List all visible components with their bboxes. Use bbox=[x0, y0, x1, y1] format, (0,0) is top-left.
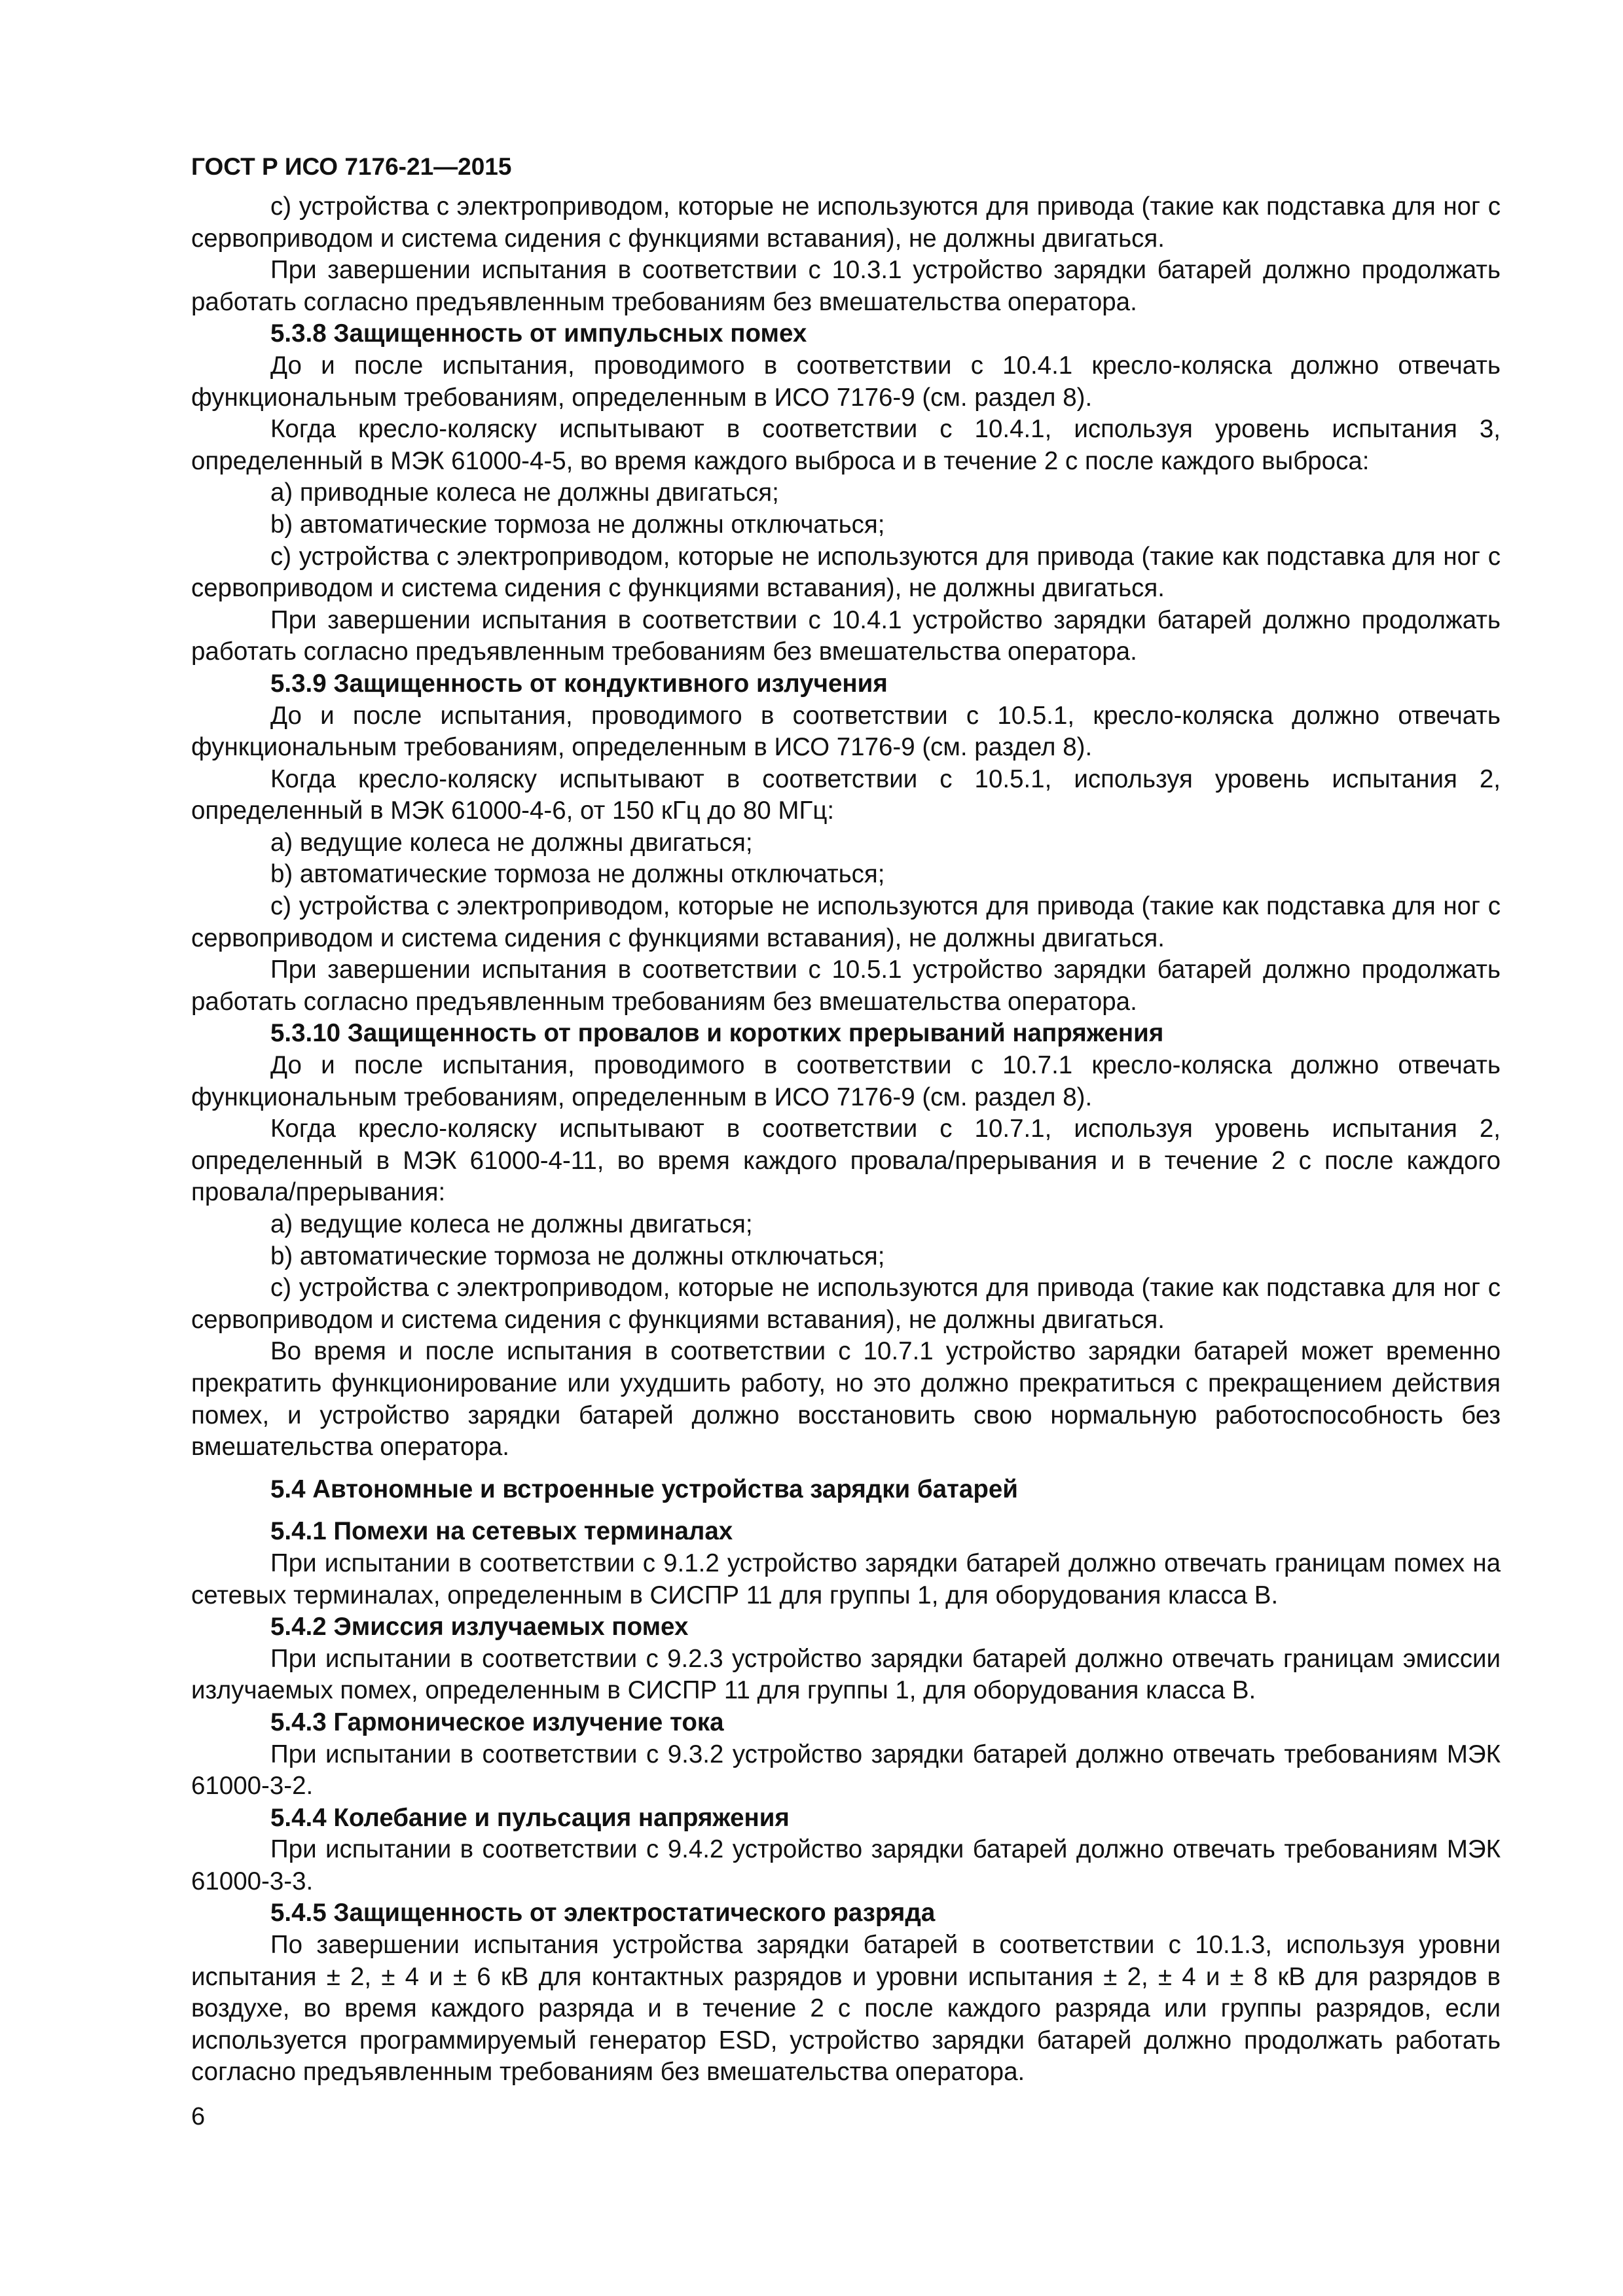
paragraph: При испытании в соответствии с 9.1.2 устройство зарядки батарей должно отвечать границам помех на сетевых терминалах, определенным в СИСПР 11 для группы 1, для оборудования класса В. bbox=[191, 1549, 1501, 1609]
section-heading-5-3-8: 5.3.8 Защищенность от импульсных помех bbox=[270, 319, 807, 348]
list-item: b) автоматические тормоза не должны отключаться; bbox=[270, 510, 885, 539]
section-heading-5-3-9: 5.3.9 Защищенность от кондуктивного излучения bbox=[270, 669, 888, 698]
paragraph: При испытании в соответствии с 9.3.2 устройство зарядки батарей должно отвечать требованиям МЭК 61000-3-2. bbox=[191, 1740, 1501, 1801]
section-heading-5-4: 5.4 Автономные и встроенные устройства зарядки батарей bbox=[270, 1475, 1018, 1503]
list-item: c) устройства с электроприводом, которые не используются для привода (такие как подставка для ног с сервоприводом и система сидения с функциями вставания), не должны двигаться. bbox=[191, 892, 1501, 952]
list-item: a) ведущие колеса не должны двигаться; bbox=[270, 828, 753, 857]
paragraph: При испытании в соответствии с 9.4.2 устройство зарядки батарей должно отвечать требованиям МЭК 61000-3-3. bbox=[191, 1835, 1501, 1895]
section-heading-5-4-3: 5.4.3 Гармоническое излучение тока bbox=[270, 1708, 724, 1736]
list-item: a) приводные колеса не должны двигаться; bbox=[270, 478, 779, 507]
section-heading-5-4-4: 5.4.4 Колебание и пульсация напряжения bbox=[270, 1803, 790, 1832]
document-page bbox=[191, 151, 1501, 2089]
list-item: b) автоматические тормоза не должны отключаться; bbox=[270, 1242, 885, 1270]
page-number: 6 bbox=[191, 2103, 206, 2130]
paragraph: При завершении испытания в соответствии с 10.3.1 устройство зарядки батарей должно продолжать работать согласно предъявленным требованиям без вмешательства оператора. bbox=[191, 256, 1501, 316]
paragraph: До и после испытания, проводимого в соответствии с 10.7.1 кресло-коляска должно отвечать функциональным требованиям, определенным в ИСО 7176-9 (см. раздел 8). bbox=[191, 1051, 1501, 1111]
section-heading-5-4-2: 5.4.2 Эмиссия излучаемых помех bbox=[270, 1613, 689, 1641]
paragraph: Когда кресло-коляску испытывают в соответствии с 10.4.1, используя уровень испытания 3, определенный в МЭК 61000-4-5, во время каждого выброса и в течение 2 с после каждого выброса: bbox=[191, 415, 1501, 475]
paragraph: По завершении испытания устройства зарядки батарей в соответствии с 10.1.3, используя уровни испытания ± 2, ± 4 и ± 6 кВ для контактных разрядов и уровни испытания ± 2, ± 4 и ± 8 кВ для разрядов в воздухе, во время каждого разряда и в течение 2 с после каждого разряда или группы разрядов, если используется программируемый генератор ESD, устройство зарядки батарей должно продолжать работать согласно предъявленным требованиям без вмешательства оператора. bbox=[191, 1931, 1501, 2087]
paragraph: При испытании в соответствии с 9.2.3 устройство зарядки батарей должно отвечать границам эмиссии излучаемых помех, определенным в СИСПР 11 для группы 1, для оборудования класса В. bbox=[191, 1644, 1501, 1705]
paragraph: При завершении испытания в соответствии с 10.5.1 устройство зарядки батарей должно продолжать работать согласно предъявленным требованиям без вмешательства оператора. bbox=[191, 956, 1501, 1016]
section-heading-5-4-1: 5.4.1 Помехи на сетевых терминалах bbox=[270, 1517, 733, 1546]
paragraph: Когда кресло-коляску испытывают в соответствии с 10.7.1, используя уровень испытания 2, определенный в МЭК 61000-4-11, во время каждого провала/прерывания и в течение 2 с после каждого провала/прерывания: bbox=[191, 1115, 1501, 1207]
paragraph: До и после испытания, проводимого в соответствии с 10.4.1 кресло-коляска должно отвечать функциональным требованиям, определенным в ИСО 7176-9 (см. раздел 8). bbox=[191, 351, 1501, 412]
paragraph: Когда кресло-коляску испытывают в соответствии с 10.5.1, используя уровень испытания 2, определенный в МЭК 61000-4-6, от 150 кГц до 80 МГц: bbox=[191, 764, 1501, 825]
paragraph: При завершении испытания в соответствии с 10.4.1 устройство зарядки батарей должно продолжать работать согласно предъявленным требованиям без вмешательства оператора. bbox=[191, 605, 1501, 666]
document-header: ГОСТ Р ИСО 7176-21—2015 bbox=[191, 153, 512, 180]
section-heading-5-4-5: 5.4.5 Защищенность от электростатического разряда bbox=[270, 1899, 936, 1928]
section-heading-5-3-10: 5.3.10 Защищенность от провалов и коротких прерываний напряжения bbox=[270, 1019, 1164, 1048]
list-item: c) устройства с электроприводом, которые не используются для привода (такие как подставка для ног с сервоприводом и система сидения с функциями вставания), не должны двигаться. bbox=[191, 542, 1501, 603]
document-body bbox=[191, 191, 1501, 2089]
list-item: c) устройства с электроприводом, которые не используются для привода (такие как подставка для ног с сервоприводом и система сидения с функциями вставания), не должны двигаться. bbox=[191, 1274, 1501, 1334]
paragraph: Во время и после испытания в соответствии с 10.7.1 устройство зарядки батарей может временно прекратить функционирование или ухудшить работу, но это должно прекратиться с прекращением действия помех, и устройство зарядки батарей должно восстановить свою нормальную работоспособность без вмешательства оператора. bbox=[191, 1337, 1501, 1462]
paragraph: c) устройства с электроприводом, которые не используются для привода (такие как подставка для ног с сервоприводом и система сидения с функциями вставания), не должны двигаться. bbox=[191, 192, 1501, 253]
list-item: b) автоматические тормоза не должны отключаться; bbox=[270, 860, 885, 889]
paragraph: До и после испытания, проводимого в соответствии с 10.5.1, кресло-коляска должно отвечать функциональным требованиям, определенным в ИСО 7176-9 (см. раздел 8). bbox=[191, 701, 1501, 762]
list-item: a) ведущие колеса не должны двигаться; bbox=[270, 1210, 753, 1238]
